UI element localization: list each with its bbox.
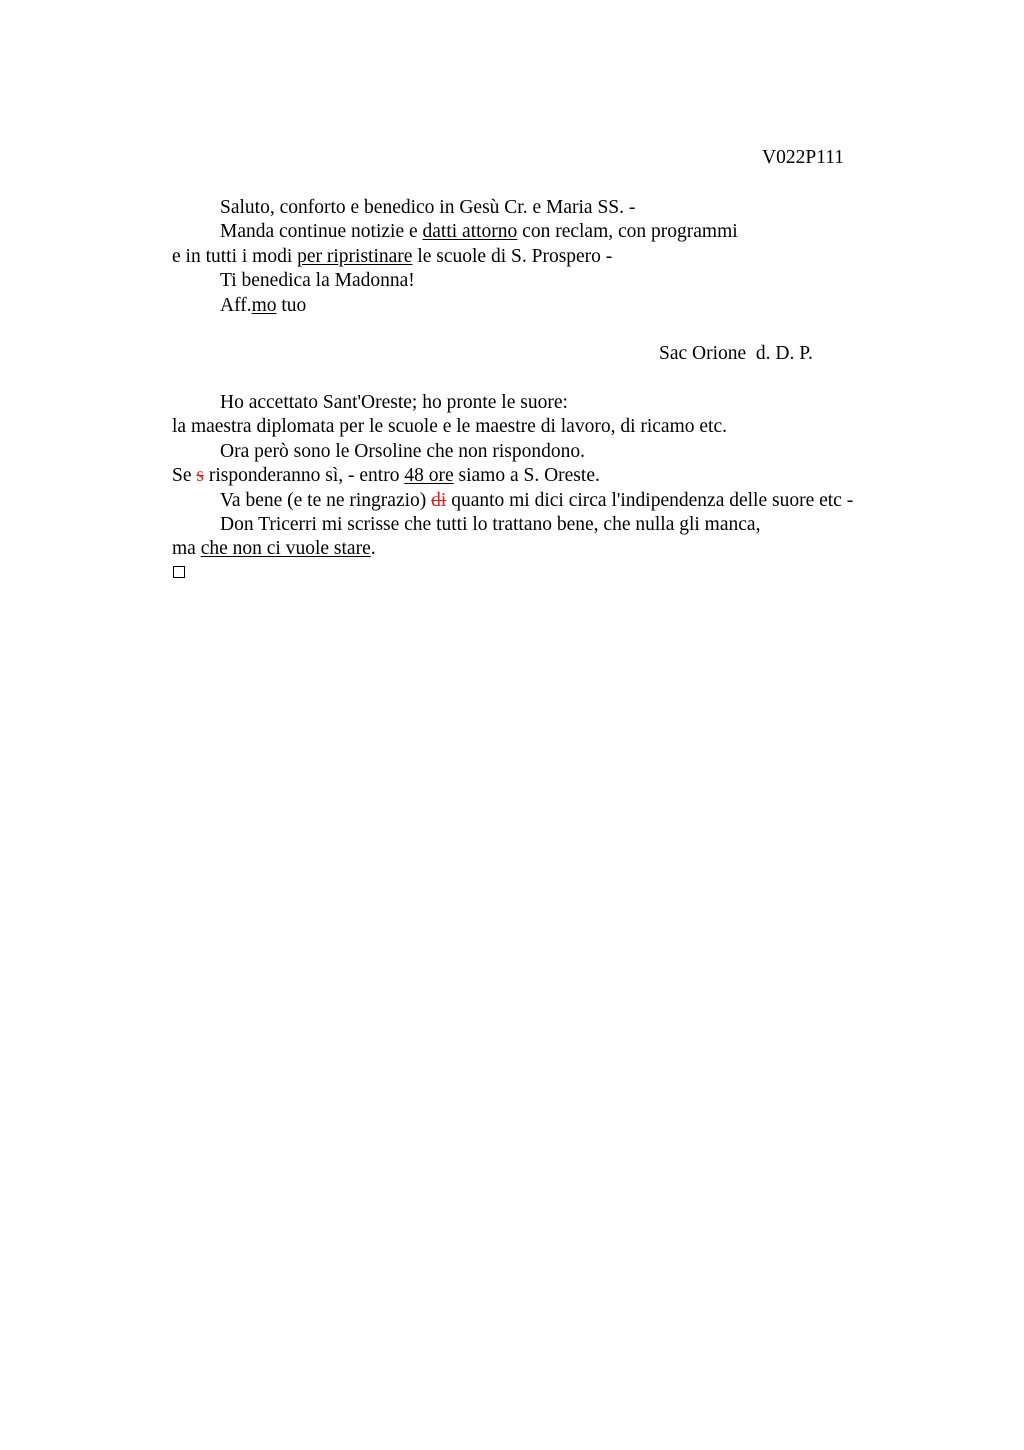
text-run: le scuole di S. Prospero - [412, 245, 613, 267]
text-run: Va bene (e te ne ringrazio) [220, 489, 432, 511]
underlined-text: per ripristinare [297, 245, 413, 267]
greeting-line: Saluto, conforto e benedico in Gesù Cr. e Maria SS. - [220, 197, 636, 218]
text-run: e in tutti i modi [172, 245, 298, 267]
text-run: Aff. [220, 294, 252, 316]
signature: Sac Orione d. D. P. [659, 343, 813, 364]
text-run: ma [172, 538, 201, 560]
deleted-text: di [431, 489, 447, 511]
postscript-line: Don Tricerri mi scrisse che tutti lo trattano bene, che nulla gli manca, [220, 513, 761, 535]
text-run: tuo [276, 294, 307, 316]
postscript-line [172, 489, 932, 513]
underlined-text: mo [251, 294, 277, 316]
text-run: Se [172, 465, 197, 487]
text-run: Manda continue notizie e [220, 221, 423, 243]
end-marker-box-icon [173, 566, 185, 578]
postscript-line: Ho accettato Sant'Oreste; ho pronte le suore: [220, 392, 568, 413]
page-identifier: V022P111 [762, 147, 844, 168]
underlined-text: 48 ore [404, 465, 454, 487]
underlined-text: datti attorno [422, 221, 518, 243]
postscript-line: Ora però sono le Orsoline che non rispondono. [220, 440, 586, 462]
postscript-block [172, 391, 932, 562]
blessing-line: Ti benedica la Madonna! [220, 270, 415, 292]
text-run: risponderanno sì, - entro [203, 465, 405, 487]
text-run: siamo a S. Oreste. [453, 465, 600, 487]
postscript-line: la maestra diplomata per le scuole e le maestre di lavoro, di ricamo etc. [172, 416, 727, 438]
text-run: quanto mi dici circa l'indipendenza delle suore etc - [446, 489, 854, 511]
instruction-line-continued [172, 245, 932, 269]
postscript-line [172, 464, 932, 488]
deleted-text: s [196, 465, 204, 487]
underlined-text: che non ci vuole stare [200, 538, 371, 560]
instruction-line [172, 220, 932, 244]
postscript-line [172, 537, 932, 561]
text-run: . [370, 538, 376, 560]
greeting-block [172, 196, 932, 318]
closing-line [172, 294, 932, 318]
text-run: con reclam, con programmi [517, 221, 738, 243]
